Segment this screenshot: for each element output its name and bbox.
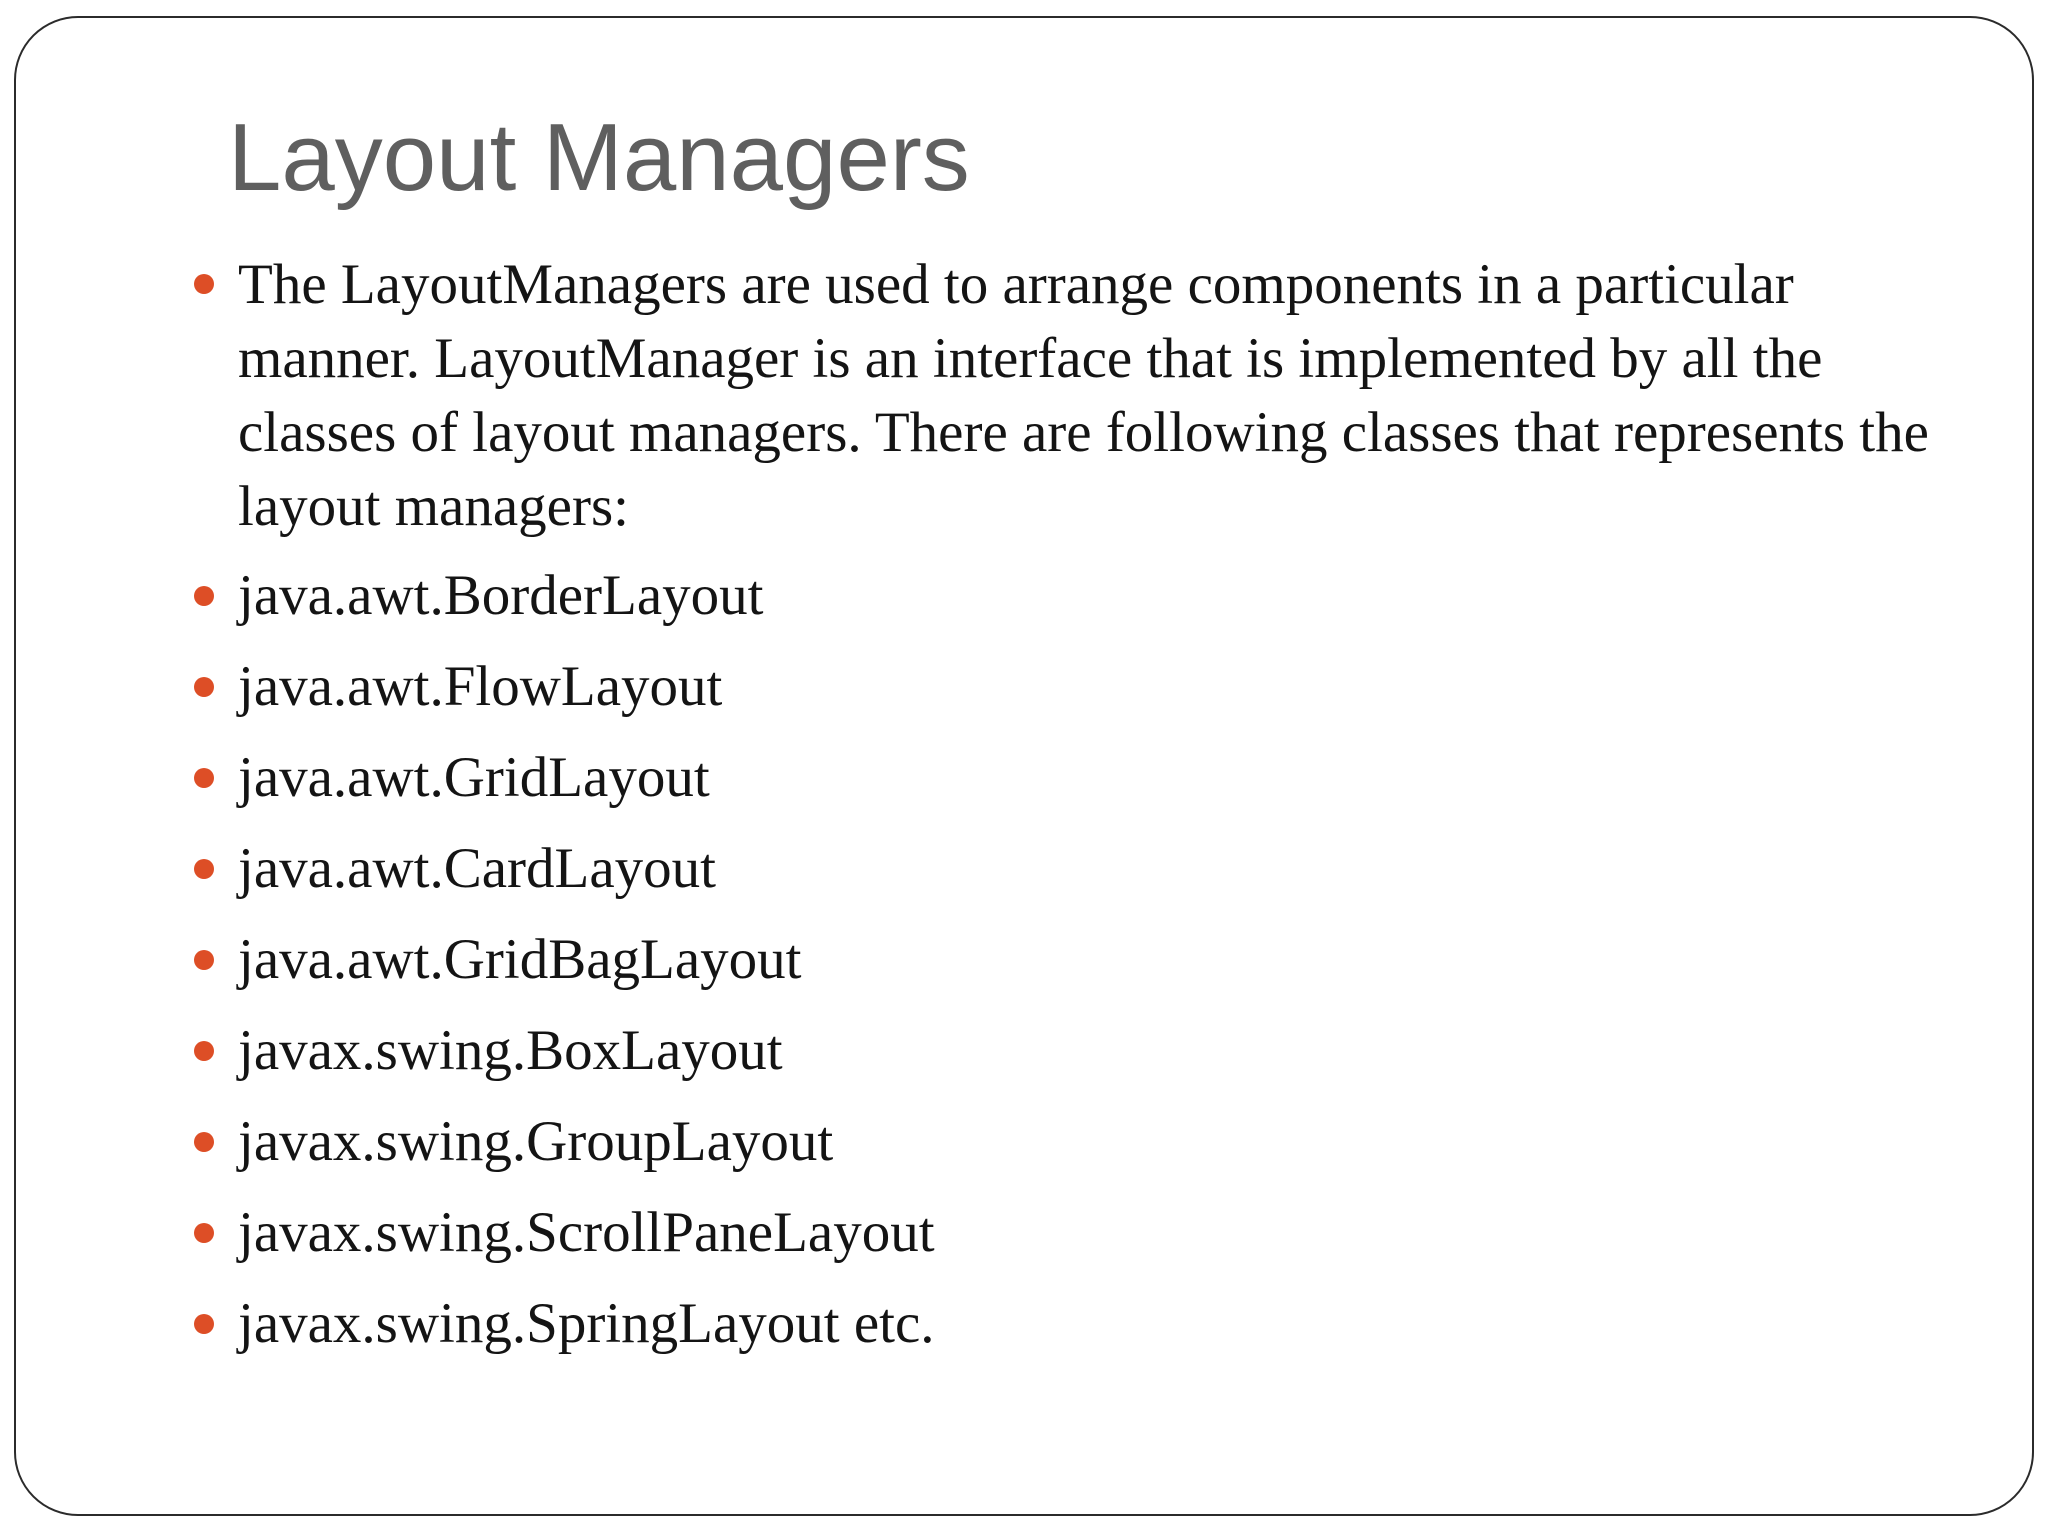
bullet-icon (194, 1132, 214, 1152)
bullet-list (238, 248, 1958, 1377)
list-item (238, 558, 1958, 634)
list-item (238, 922, 1958, 998)
list-item-text: java.awt.GridLayout (238, 746, 710, 809)
list-item-text: java.awt.FlowLayout (238, 655, 723, 718)
list-item (238, 831, 1958, 907)
list-item-text: java.awt.GridBagLayout (238, 928, 802, 991)
bullet-icon (194, 1041, 214, 1061)
list-item (238, 740, 1958, 816)
bullet-icon (194, 677, 214, 697)
list-item-text: java.awt.BorderLayout (238, 564, 764, 627)
list-item-text: java.awt.CardLayout (238, 837, 716, 900)
slide-title: Layout Managers (228, 104, 970, 211)
bullet-icon (194, 1223, 214, 1243)
bullet-icon (194, 859, 214, 879)
list-item-text: javax.swing.GroupLayout (238, 1110, 834, 1173)
bullet-icon (194, 768, 214, 788)
list-item-text: javax.swing.ScrollPaneLayout (238, 1201, 935, 1264)
intro-text: The LayoutManagers are used to arrange components in a particular manner. LayoutManager is an interface that is implemented by all the classes of layout managers. There are following classes that represents the layout managers: (238, 253, 1929, 538)
list-item-intro (238, 248, 1958, 544)
list-item (238, 1286, 1958, 1362)
list-item (238, 1013, 1958, 1089)
list-item (238, 649, 1958, 725)
list-item-text: javax.swing.SpringLayout etc. (238, 1292, 935, 1355)
slide (14, 16, 2034, 1516)
list-item-text: javax.swing.BoxLayout (238, 1019, 783, 1082)
list-item (238, 1195, 1958, 1271)
list-item (238, 1104, 1958, 1180)
bullet-icon (194, 950, 214, 970)
bullet-icon (194, 586, 214, 606)
bullet-icon (194, 274, 214, 294)
bullet-icon (194, 1314, 214, 1334)
